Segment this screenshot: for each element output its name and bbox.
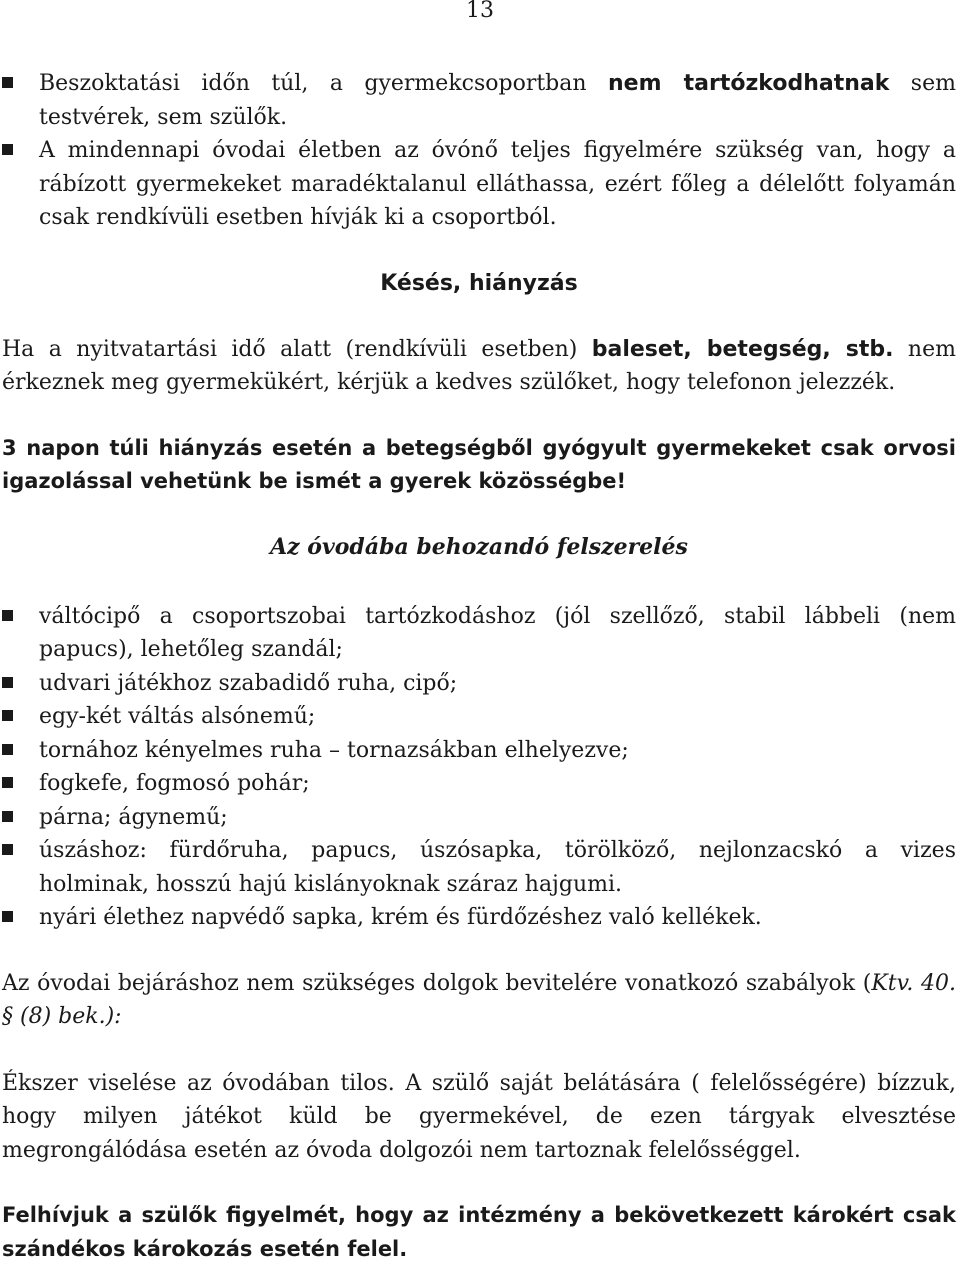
equipment-list — [2, 600, 956, 935]
square-bullet-icon — [2, 144, 13, 155]
jewelry-paragraph: Ékszer viselése az óvodában tilos. A szülő saját belátására ( felelősségére) bízzuk, hogy milyen játékot küld be gyermekével, de ezen tárgyak elvesztése megrongálódása esetén az óvoda dolgozói nem tartoznak felelősséggel. — [2, 1070, 956, 1163]
square-bullet-icon — [2, 710, 13, 721]
square-bullet-icon — [2, 610, 13, 621]
list-item — [2, 834, 956, 901]
square-bullet-icon — [2, 777, 13, 788]
list-item — [2, 134, 956, 235]
list-item — [2, 801, 956, 835]
liability-paragraph: Felhívjuk a szülők figyelmét, hogy az intézmény a bekövetkezett károkért csak szándékos károkozás esetén felel. — [2, 1203, 956, 1261]
bullet-text: A mindennapi óvodai életben az óvónő teljes figyelmére szükség van, hogy a rábízott gyermekeket maradéktalanul elláthassa, ezért főleg a délelőtt folyamán csak rendkívüli esetben hívják ki a csoportból. — [39, 138, 956, 230]
document-body — [2, 67, 956, 1266]
square-bullet-icon — [2, 77, 13, 88]
late-text-post: nem érkeznek meg gyermekükért, kérjük a kedves szülőket, hogy telefonon jelezzék. — [2, 336, 956, 395]
late-text-bold: baleset, betegség, stb. — [591, 336, 894, 362]
late-paragraph — [2, 333, 956, 400]
rules-paragraph — [2, 967, 956, 1034]
list-item — [2, 67, 956, 134]
equipment-item-text: úszáshoz: fürdőruha, papucs, úszósapka, törölköző, nejlonzacskó a vizes holminak, hosszú hajú kislányoknak száraz hajgumi. — [39, 838, 956, 897]
rules-text-pre: Az óvodai bejáráshoz nem szükséges dolgok bevitelére vonatkozó szabályok ( — [2, 970, 872, 996]
square-bullet-icon — [2, 677, 13, 688]
page-number: 13 — [466, 0, 494, 23]
square-bullet-icon — [2, 811, 13, 822]
equipment-item-text: tornához kényelmes ruha – tornazsákban elhelyezve; — [39, 737, 629, 763]
square-bullet-icon — [2, 844, 13, 855]
list-item — [2, 734, 956, 768]
rules-text-post: ): — [105, 1004, 122, 1029]
equipment-item-text: párna; ágynemű; — [39, 804, 228, 830]
list-item — [2, 667, 956, 701]
equipment-item-text: fogkefe, fogmosó pohár; — [39, 771, 310, 796]
top-bullet-list — [2, 67, 956, 235]
bullet-text-bold: nem tartózkodhatnak — [608, 71, 890, 96]
late-text-pre: Ha a nyitvatartási idő alatt (rendkívüli esetben) — [2, 336, 592, 362]
square-bullet-icon — [2, 911, 13, 922]
list-item — [2, 600, 956, 667]
absence-paragraph: 3 napon túli hiányzás esetén a betegségből gyógyult gyermekeket csak orvosi igazolással vehetünk be ismét a gyerek közösségbe! — [2, 435, 956, 493]
late-absence-heading: Késés, hiányzás — [380, 270, 578, 296]
equipment-item-text: nyári élethez napvédő sapka, krém és fürdőzéshez való kellékek. — [39, 905, 762, 930]
bullet-text-post: sem testvérek, sem szülők. — [39, 71, 956, 130]
list-item — [2, 901, 956, 935]
list-item — [2, 767, 956, 801]
equipment-heading: Az óvodába behozandó felszerelés — [270, 533, 688, 560]
equipment-item-text: váltócipő a csoportszobai tartózkodáshoz (jól szellőző, stabil lábbeli (nem papucs), lehetőleg szandál; — [39, 603, 956, 662]
list-item — [2, 700, 956, 734]
equipment-item-text: udvari játékhoz szabadidő ruha, cipő; — [39, 670, 458, 696]
rules-text-italic: Ktv. 40. § (8) bek. — [2, 970, 956, 1029]
square-bullet-icon — [2, 744, 13, 755]
bullet-text-pre: Beszoktatási időn túl, a gyermekcsoportban — [39, 71, 609, 96]
equipment-item-text: egy-két váltás alsónemű; — [39, 704, 316, 729]
